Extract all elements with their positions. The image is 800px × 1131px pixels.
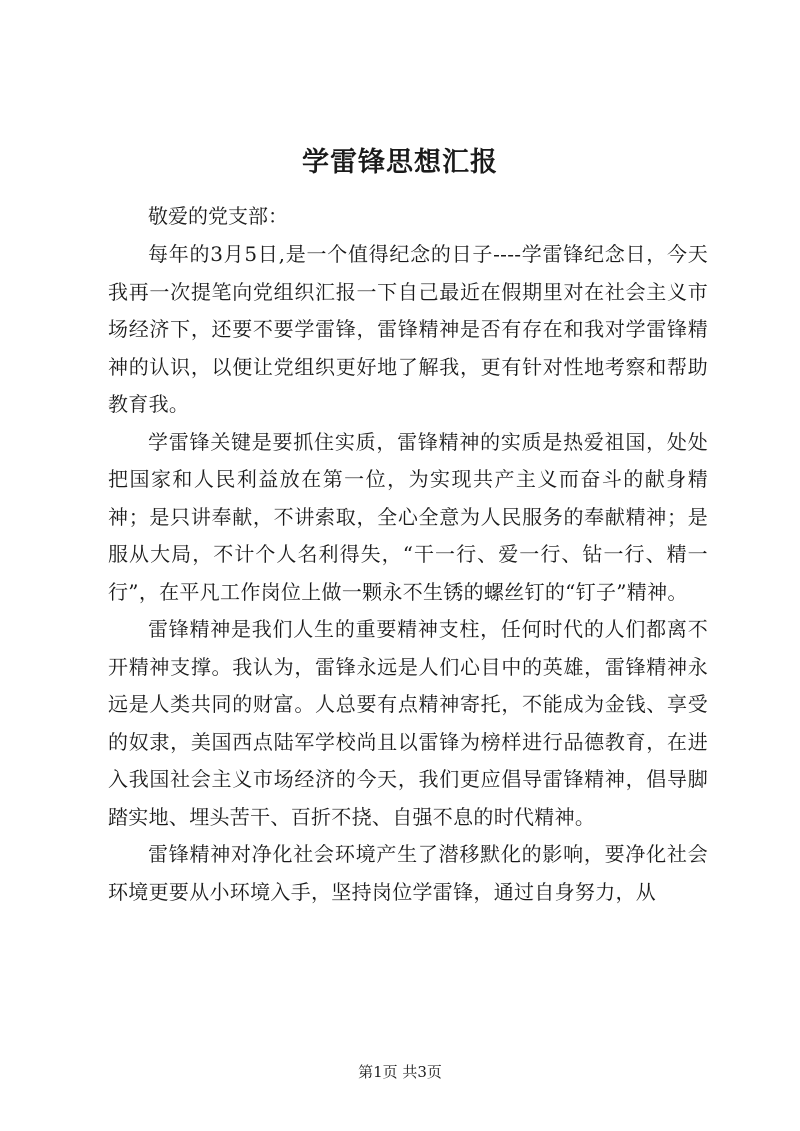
paragraph-1: 每年的3月5日,是一个值得纪念的日子----学雷锋纪念日，今天我再一次提笔向党组织汇报一下自己最近在假期里对在社会主义市场经济下，还要不要学雷锋，雷锋精神是否有存在和我对学雷锋精神的认识，以便让党组织更好地了解我，更有针对性地考察和帮助教育我。 bbox=[108, 242, 708, 416]
page-title: 学雷锋思想汇报 bbox=[302, 147, 498, 178]
page-footer: 第1页 共3页 bbox=[358, 1063, 442, 1081]
document-body bbox=[108, 196, 708, 911]
paragraph-2: 学雷锋关键是要抓住实质，雷锋精神的实质是热爱祖国，处处把国家和人民利益放在第一位，为实现共产主义而奋斗的献身精神；是只讲奉献，不讲索取，全心全意为人民服务的奉献精神；是服从大局，不计个人名利得失，“干一行、爱一行、钻一行、精一行”，在平凡工作岗位上做一颗永不生锈的螺丝钉的“钉子”精神。 bbox=[108, 429, 708, 604]
paragraph-3: 雷锋精神是我们人生的重要精神支柱，任何时代的人们都离不开精神支撑。我认为，雷锋永远是人们心目中的英雄，雷锋精神永远是人类共同的财富。人总要有点精神寄托，不能成为金钱、享受的奴隶，美国西点陆军学校尚且以雷锋为榜样进行品德教育，在进入我国社会主义市场经济的今天，我们更应倡导雷锋精神，倡导脚踏实地、埋头苦干、百折不挠、自强不息的时代精神。 bbox=[108, 617, 708, 829]
salutation: 敬爱的党支部： bbox=[148, 204, 288, 228]
paragraph-4: 雷锋精神对净化社会环境产生了潜移默化的影响，要净化社会环境更要从小环境入手，坚持岗位学雷锋，通过自身努力，从 bbox=[108, 842, 708, 904]
